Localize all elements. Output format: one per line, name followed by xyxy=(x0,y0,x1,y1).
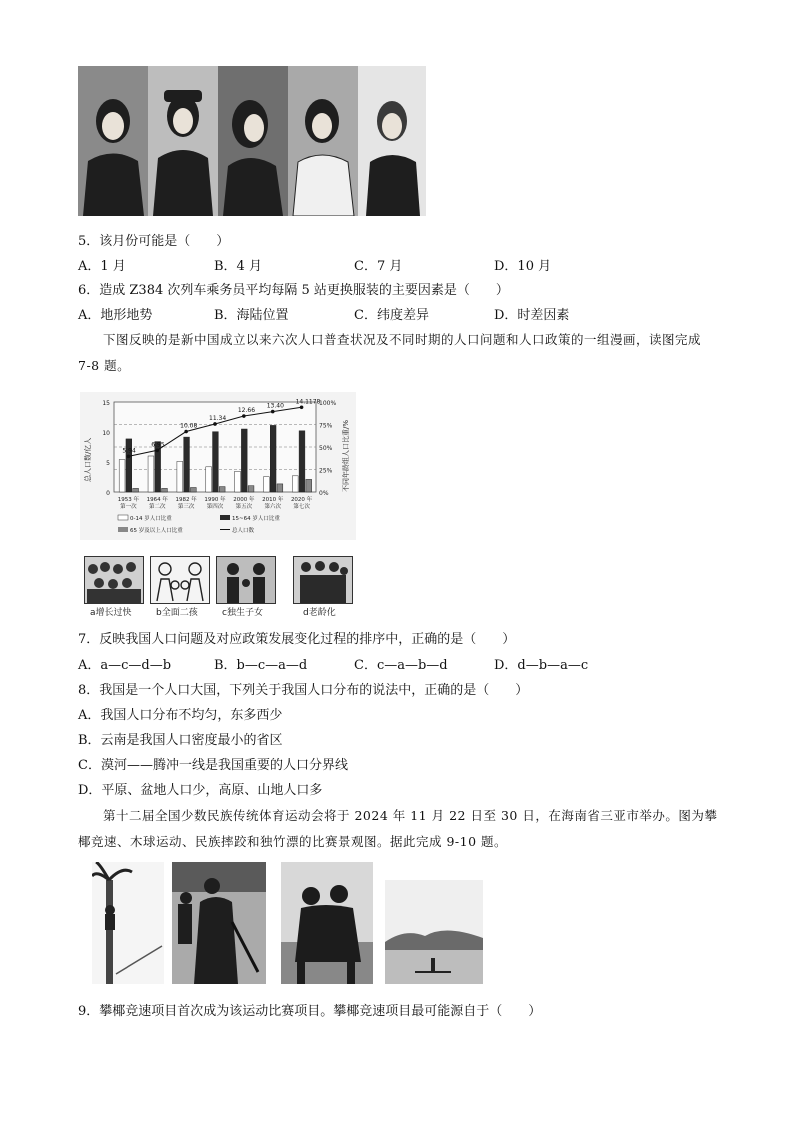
x-tick-year: 1964 年 xyxy=(146,497,168,503)
q5-option-d[interactable]: D．10 月 xyxy=(494,259,552,274)
q6-stem: 6．造成 Z384 次列车乘务员平均每隔 5 站更换服装的主要因素是（ ） xyxy=(78,283,509,298)
population-chart xyxy=(80,392,356,540)
coconut-climbing-photo xyxy=(92,862,164,984)
y-axis-title: 总人口数/亿人 xyxy=(84,437,92,482)
bar-15-64 xyxy=(270,425,276,492)
y2-axis-title: 不同年龄组人口比重/% xyxy=(342,419,350,492)
y2-tick-label: 0% xyxy=(319,490,329,497)
cartoon-d-label: d老龄化 xyxy=(303,608,336,618)
bar-65-plus xyxy=(248,486,254,492)
y2-tick-label: 25% xyxy=(319,467,333,475)
crowd-icon xyxy=(85,557,143,603)
x-tick-year: 2020 年 xyxy=(290,497,313,503)
q6-option-d[interactable]: D．时差因素 xyxy=(494,308,570,323)
y2-tick-label: 50% xyxy=(319,445,333,452)
q5-stem: 5．该月份可能是（ ） xyxy=(78,234,230,249)
total-population-point xyxy=(271,410,275,414)
single-child-icon xyxy=(217,557,275,603)
wooden-ball-photo xyxy=(172,862,266,984)
x-tick-year: 1982 年 xyxy=(175,497,197,503)
bar-15-64 xyxy=(213,432,219,492)
q7-stem: 7．反映我国人口问题及对应政策发展变化过程的排序中，正确的是（ ） xyxy=(78,632,516,647)
q8-option-a[interactable]: A．我国人口分布不均匀，东多西少 xyxy=(78,708,283,723)
coconut-tree-icon xyxy=(92,862,164,984)
uniform-photo-icon xyxy=(78,66,426,216)
total-population-point xyxy=(127,455,131,459)
bar-65-plus xyxy=(133,488,139,492)
legend-swatch-15-64 xyxy=(220,515,230,520)
bar-65-plus xyxy=(162,488,168,492)
total-population-label: 13.40 xyxy=(266,402,284,410)
q7-option-a[interactable]: A．a—c—d—b xyxy=(78,658,172,673)
y-tick-label: 15 xyxy=(102,400,110,407)
cartoon-b xyxy=(150,556,210,604)
y-tick-label: 10 xyxy=(102,430,110,437)
wrestling-icon xyxy=(281,862,373,984)
total-population-label: 6.95 xyxy=(151,441,165,449)
x-tick-year: 1953 年 xyxy=(117,497,140,503)
intro-9-10: 第十二届全国少数民族传统体育运动会将于 2024 年 11 月 22 日至 30 日，在海南省三亚市举办。图为攀椰竞速、木球运动、民族摔跤和独竹漂的比赛景观图。据此完成 9-10 题。 xyxy=(78,808,718,849)
total-population-label: 14.1178 xyxy=(295,398,321,406)
bar-0-14 xyxy=(263,477,269,492)
bar-15-64 xyxy=(299,431,305,492)
y2-tick-label: 75% xyxy=(319,422,333,430)
q7-option-d[interactable]: D．d—b—a—c xyxy=(494,658,589,673)
intro-7-8: 下图反映的是新中国成立以来六次人口普查状况及不同时期的人口问题和人口政策的一组漫画，读图完成 7-8 题。 xyxy=(78,332,702,373)
x-tick-year: 2010 年 xyxy=(262,497,284,503)
bar-65-plus xyxy=(190,488,196,493)
total-population-point xyxy=(155,449,159,453)
x-tick-census: 第三次 xyxy=(177,504,195,510)
x-tick-census: 第四次 xyxy=(206,504,224,510)
legend-swatch-0-14 xyxy=(118,515,128,520)
legend-label-total: 总人口数 xyxy=(232,528,255,534)
bamboo-drifting-icon xyxy=(385,880,483,984)
x-tick-census: 第五次 xyxy=(235,504,253,510)
cartoon-a-label: a增长过快 xyxy=(90,608,132,618)
population-chart-svg xyxy=(80,392,356,540)
wrestling-photo xyxy=(281,862,373,984)
bar-15-64 xyxy=(241,429,247,492)
legend-swatch-65-plus xyxy=(118,527,128,532)
x-tick-census: 第二次 xyxy=(149,504,166,510)
y-tick-label: 5 xyxy=(106,460,110,467)
q7-option-c[interactable]: C．c—a—b—d xyxy=(354,658,448,673)
bar-65-plus xyxy=(219,487,225,492)
uniform-photo xyxy=(78,66,426,216)
total-population-label: 10.08 xyxy=(180,422,198,430)
total-population-point xyxy=(184,430,188,434)
q8-option-c[interactable]: C．漠河——腾冲一线是我国重要的人口分界线 xyxy=(78,758,348,773)
cartoon-c-label: c独生子女 xyxy=(222,608,263,618)
bamboo-drifting-photo xyxy=(385,880,483,984)
cartoon-c xyxy=(216,556,276,604)
cartoon-b-label: b全面二孩 xyxy=(156,608,198,618)
q5-option-a[interactable]: A．1 月 xyxy=(78,259,126,274)
q8-option-b[interactable]: B．云南是我国人口密度最小的省区 xyxy=(78,733,283,748)
q9-stem: 9．攀椰竞速项目首次成为该运动比赛项目。攀椰竞速项目最可能源自于（ ） xyxy=(78,1004,542,1019)
q8-option-d[interactable]: D．平原、盆地人口少，高原、山地人口多 xyxy=(78,783,323,798)
q6-option-a[interactable]: A．地形地势 xyxy=(78,308,153,323)
total-population-label: 11.34 xyxy=(209,414,227,422)
cartoon-d xyxy=(293,556,353,604)
x-tick-year: 1990 年 xyxy=(204,497,226,503)
cartoon-a xyxy=(84,556,144,604)
total-population-label: 5.94 xyxy=(122,447,136,455)
total-population-point xyxy=(300,405,304,409)
bar-0-14 xyxy=(206,467,212,492)
x-tick-census: 第一次 xyxy=(120,504,137,510)
x-tick-census: 第六次 xyxy=(264,504,281,510)
legend-label-0-14: 0-14 岁人口比重 xyxy=(130,516,172,522)
wooden-ball-icon xyxy=(172,862,266,984)
bar-15-64 xyxy=(184,437,190,492)
q5-option-c[interactable]: C．7 月 xyxy=(354,259,403,274)
bar-0-14 xyxy=(148,456,154,492)
q5-option-b[interactable]: B．4 月 xyxy=(214,259,262,274)
x-tick-census: 第七次 xyxy=(293,504,310,510)
total-population-point xyxy=(242,414,246,418)
bar-65-plus xyxy=(306,479,312,492)
bar-0-14 xyxy=(177,461,183,492)
y2-tick-label: 100% xyxy=(319,400,337,407)
q6-option-c[interactable]: C．纬度差异 xyxy=(354,308,429,323)
bar-0-14 xyxy=(235,471,241,492)
bar-0-14 xyxy=(292,476,298,492)
total-population-label: 12.66 xyxy=(237,407,256,415)
q7-option-b[interactable]: B．b—c—a—d xyxy=(214,658,308,673)
legend-label-15-64: 15~64 岁人口比重 xyxy=(232,516,280,522)
legend-label-65-plus: 65 岁及以上人口比重 xyxy=(130,528,183,534)
bar-65-plus xyxy=(277,484,283,492)
y-tick-label: 0 xyxy=(106,490,110,497)
x-tick-year: 2000 年 xyxy=(233,497,255,503)
family-icon xyxy=(151,557,209,603)
total-population-point xyxy=(213,422,217,426)
bar-0-14 xyxy=(119,460,125,492)
elderly-icon xyxy=(294,557,352,603)
q8-stem: 8．我国是一个人口大国，下列关于我国人口分布的说法中，正确的是（ ） xyxy=(78,683,529,698)
q6-option-b[interactable]: B．海陆位置 xyxy=(214,308,289,323)
